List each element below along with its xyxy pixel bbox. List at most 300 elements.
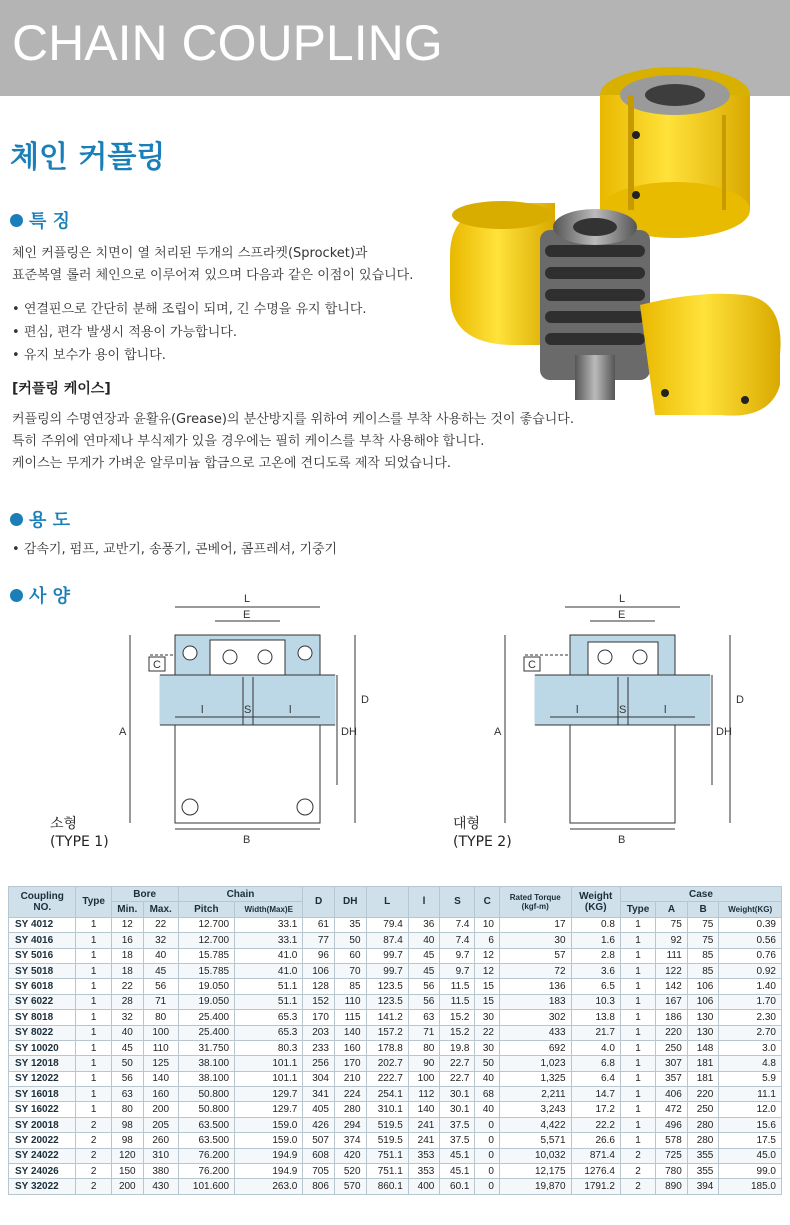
- dim-l2-label: l: [289, 704, 292, 716]
- table-cell: 106: [687, 979, 719, 994]
- dim-s-label: S: [619, 704, 627, 716]
- table-cell: 406: [656, 1087, 688, 1102]
- model-cell: SY 12022: [9, 1071, 76, 1086]
- table-cell: 100: [408, 1071, 440, 1086]
- table-cell: 70: [334, 963, 366, 978]
- table-cell: 36: [408, 917, 440, 932]
- table-cell: 224: [334, 1087, 366, 1102]
- table-cell: 77: [303, 933, 335, 948]
- table-cell: 99.7: [366, 963, 408, 978]
- table-cell: 426: [303, 1117, 335, 1132]
- col-header: A: [656, 902, 688, 917]
- table-cell: 519.5: [366, 1117, 408, 1132]
- table-cell: 751.1: [366, 1164, 408, 1179]
- model-cell: SY 6022: [9, 994, 76, 1009]
- bullet-dot-icon: [10, 513, 23, 526]
- table-cell: 353: [408, 1148, 440, 1163]
- table-cell: 186: [656, 1010, 688, 1025]
- table-cell: 125: [143, 1056, 178, 1071]
- table-cell: 40: [143, 948, 178, 963]
- table-cell: 250: [687, 1102, 719, 1117]
- table-cell: 15.2: [440, 1025, 475, 1040]
- model-cell: SY 16018: [9, 1087, 76, 1102]
- table-cell: 56: [408, 979, 440, 994]
- dim-dh-label: DH: [341, 726, 357, 738]
- table-cell: 60: [334, 948, 366, 963]
- model-cell: SY 5018: [9, 963, 76, 978]
- dim-c-label: C: [528, 659, 536, 671]
- table-cell: 0.8: [571, 917, 620, 932]
- table-cell: 2: [76, 1133, 111, 1148]
- table-cell: 63: [111, 1087, 143, 1102]
- table-cell: 157.2: [366, 1025, 408, 1040]
- table-cell: 140: [334, 1025, 366, 1040]
- table-cell: 75: [687, 917, 719, 932]
- table-cell: 45.1: [440, 1148, 475, 1163]
- col-header: B: [687, 902, 719, 917]
- dim-l-label: L: [244, 593, 251, 605]
- dim-dh-label: DH: [716, 726, 732, 738]
- table-cell: 890: [656, 1179, 688, 1194]
- table-cell: 1: [76, 1087, 111, 1102]
- case-line: 특히 주위에 연마제나 부식제가 있을 경우에는 필히 케이스를 부착 사용해야 합니다.: [12, 434, 485, 449]
- table-cell: 61: [303, 917, 335, 932]
- table-cell: 15: [475, 994, 499, 1009]
- table-cell: 30.1: [440, 1102, 475, 1117]
- table-row: [9, 1071, 782, 1086]
- table-cell: 37.5: [440, 1133, 475, 1148]
- table-cell: 2: [620, 1164, 655, 1179]
- table-cell: 15.2: [440, 1010, 475, 1025]
- dim-s-label: S: [244, 704, 252, 716]
- table-cell: 2.8: [571, 948, 620, 963]
- table-cell: 56: [143, 979, 178, 994]
- table-cell: 3,243: [499, 1102, 571, 1117]
- table-cell: 1: [76, 1071, 111, 1086]
- table-cell: 75: [656, 917, 688, 932]
- spec-table-body: [9, 917, 782, 1194]
- table-cell: 12.700: [178, 933, 234, 948]
- banner-title: CHAIN COUPLING: [12, 15, 443, 71]
- model-cell: SY 16022: [9, 1102, 76, 1117]
- bullet-dot-icon: [10, 214, 23, 227]
- model-cell: SY 24026: [9, 1164, 76, 1179]
- table-cell: 751.1: [366, 1148, 408, 1163]
- case-line: 커플링의 수명연장과 윤활유(Grease)의 분산방지를 위하여 케이스를 부착 사용하는 것이 좋습니다.: [12, 412, 574, 427]
- table-cell: 1: [76, 1040, 111, 1055]
- table-cell: 233: [303, 1040, 335, 1055]
- page-title: 체인 커플링: [10, 140, 166, 175]
- table-cell: 140: [408, 1102, 440, 1117]
- table-cell: 30: [475, 1040, 499, 1055]
- usage-list: [12, 538, 337, 561]
- dim-l1-label: l: [576, 704, 579, 716]
- list-item: • 유지 보수가 용이 합니다.: [12, 344, 367, 367]
- table-cell: 0: [475, 1133, 499, 1148]
- table-cell: 65.3: [235, 1025, 303, 1040]
- table-cell: 22: [475, 1025, 499, 1040]
- dim-a-label: A: [494, 726, 502, 738]
- table-cell: 280: [687, 1117, 719, 1132]
- table-cell: 10: [475, 917, 499, 932]
- table-row: [9, 1179, 782, 1194]
- table-cell: 1.6: [571, 933, 620, 948]
- table-cell: 72: [499, 963, 571, 978]
- model-cell: SY 8022: [9, 1025, 76, 1040]
- table-cell: 355: [687, 1164, 719, 1179]
- table-cell: 420: [334, 1148, 366, 1163]
- table-cell: 112: [408, 1087, 440, 1102]
- table-cell: 111: [656, 948, 688, 963]
- usage-heading: 용 도: [10, 506, 70, 532]
- table-cell: 19.8: [440, 1040, 475, 1055]
- table-cell: 79.4: [366, 917, 408, 932]
- table-cell: 1: [620, 933, 655, 948]
- table-cell: 68: [475, 1087, 499, 1102]
- table-cell: 50: [334, 933, 366, 948]
- table-cell: 51.1: [235, 979, 303, 994]
- table-cell: 1: [620, 1133, 655, 1148]
- table-cell: 22: [143, 917, 178, 932]
- table-cell: 6.5: [571, 979, 620, 994]
- table-cell: 87.4: [366, 933, 408, 948]
- model-cell: SY 8018: [9, 1010, 76, 1025]
- table-cell: 32: [111, 1010, 143, 1025]
- table-cell: 19.050: [178, 994, 234, 1009]
- spec-heading: 사 양: [10, 582, 70, 608]
- table-cell: 202.7: [366, 1056, 408, 1071]
- table-cell: 1.40: [719, 979, 782, 994]
- table-cell: 181: [687, 1071, 719, 1086]
- table-row: [9, 994, 782, 1009]
- table-cell: 1,325: [499, 1071, 571, 1086]
- table-cell: 110: [334, 994, 366, 1009]
- col-header: Rated Torque (kgf-m): [499, 887, 571, 918]
- table-cell: 75: [687, 933, 719, 948]
- table-row: [9, 1117, 782, 1132]
- table-cell: 2,211: [499, 1087, 571, 1102]
- table-cell: 806: [303, 1179, 335, 1194]
- table-cell: 310.1: [366, 1102, 408, 1117]
- table-cell: 159.0: [235, 1133, 303, 1148]
- table-cell: 692: [499, 1040, 571, 1055]
- table-cell: 15.6: [719, 1117, 782, 1132]
- table-cell: 80.3: [235, 1040, 303, 1055]
- table-cell: 45: [408, 948, 440, 963]
- intro-line: 체인 커플링은 치면이 열 처리된 두개의 스프라켓(Sprocket)과: [12, 246, 368, 261]
- table-cell: 19.050: [178, 979, 234, 994]
- intro-line: 표준복열 롤러 체인으로 이루어져 있으며 다음과 같은 이점이 있습니다.: [12, 268, 414, 283]
- table-cell: 405: [303, 1102, 335, 1117]
- table-cell: 25.400: [178, 1010, 234, 1025]
- table-cell: 5,571: [499, 1133, 571, 1148]
- table-cell: 394: [687, 1179, 719, 1194]
- table-row: [9, 1133, 782, 1148]
- table-cell: 15.785: [178, 948, 234, 963]
- table-cell: 0: [475, 1117, 499, 1132]
- table-cell: 11.5: [440, 994, 475, 1009]
- table-cell: 3.6: [571, 963, 620, 978]
- table-cell: 19,870: [499, 1179, 571, 1194]
- table-cell: 17: [499, 917, 571, 932]
- table-cell: 63: [408, 1010, 440, 1025]
- table-cell: 167: [656, 994, 688, 1009]
- table-cell: 45: [143, 963, 178, 978]
- table-cell: 129.7: [235, 1102, 303, 1117]
- dim-d-label: D: [736, 694, 744, 706]
- table-cell: 1: [76, 933, 111, 948]
- table-cell: 472: [656, 1102, 688, 1117]
- table-cell: 65.3: [235, 1010, 303, 1025]
- table-cell: 80: [143, 1010, 178, 1025]
- table-cell: 22: [111, 979, 143, 994]
- table-cell: 725: [656, 1148, 688, 1163]
- table-cell: 25.400: [178, 1025, 234, 1040]
- table-cell: 194.9: [235, 1148, 303, 1163]
- case-line: 케이스는 무게가 가벼운 알루미늄 합금으로 고온에 견디도록 제작 되었습니다.: [12, 456, 452, 471]
- table-cell: 12: [475, 963, 499, 978]
- table-cell: 250: [656, 1040, 688, 1055]
- table-cell: 6.8: [571, 1056, 620, 1071]
- table-cell: 80: [111, 1102, 143, 1117]
- table-row: [9, 1164, 782, 1179]
- table-cell: 341: [303, 1087, 335, 1102]
- table-cell: 122: [656, 963, 688, 978]
- table-cell: 1276.4: [571, 1164, 620, 1179]
- col-header: Bore: [111, 887, 178, 902]
- model-cell: SY 5016: [9, 948, 76, 963]
- table-cell: 0.56: [719, 933, 782, 948]
- table-cell: 100: [143, 1025, 178, 1040]
- table-cell: 280: [687, 1133, 719, 1148]
- table-cell: 45: [111, 1040, 143, 1055]
- table-cell: 98: [111, 1133, 143, 1148]
- table-cell: 90: [408, 1056, 440, 1071]
- table-cell: 241: [408, 1117, 440, 1132]
- table-cell: 12.700: [178, 917, 234, 932]
- table-cell: 22.2: [571, 1117, 620, 1132]
- table-cell: 106: [687, 994, 719, 1009]
- table-cell: 7.4: [440, 917, 475, 932]
- table-cell: 780: [656, 1164, 688, 1179]
- table-cell: 101.1: [235, 1056, 303, 1071]
- table-cell: 302: [499, 1010, 571, 1025]
- table-cell: 430: [143, 1179, 178, 1194]
- table-row: [9, 948, 782, 963]
- table-cell: 578: [656, 1133, 688, 1148]
- table-cell: 1: [620, 948, 655, 963]
- table-cell: 2: [76, 1117, 111, 1132]
- table-cell: 71: [143, 994, 178, 1009]
- table-cell: 56: [111, 1071, 143, 1086]
- table-row: [9, 933, 782, 948]
- table-cell: 0.39: [719, 917, 782, 932]
- table-cell: 26.6: [571, 1133, 620, 1148]
- table-cell: 1.70: [719, 994, 782, 1009]
- table-cell: 80: [408, 1040, 440, 1055]
- table-cell: 260: [143, 1133, 178, 1148]
- table-row: [9, 1025, 782, 1040]
- table-cell: 1: [620, 1087, 655, 1102]
- table-cell: 185.0: [719, 1179, 782, 1194]
- col-header: Min.: [111, 902, 143, 917]
- table-cell: 50.800: [178, 1087, 234, 1102]
- table-cell: 1: [76, 1056, 111, 1071]
- model-cell: SY 24022: [9, 1148, 76, 1163]
- table-cell: 45.1: [440, 1164, 475, 1179]
- table-cell: 374: [334, 1133, 366, 1148]
- table-cell: 608: [303, 1148, 335, 1163]
- table-cell: 220: [687, 1087, 719, 1102]
- table-cell: 178.8: [366, 1040, 408, 1055]
- table-cell: 99.7: [366, 948, 408, 963]
- table-cell: 1: [620, 1010, 655, 1025]
- dim-c-label: C: [153, 659, 161, 671]
- table-cell: 33.1: [235, 917, 303, 932]
- table-cell: 1,023: [499, 1056, 571, 1071]
- table-cell: 2: [76, 1148, 111, 1163]
- table-cell: 76.200: [178, 1148, 234, 1163]
- table-cell: 85: [687, 963, 719, 978]
- model-cell: SY 32022: [9, 1179, 76, 1194]
- table-cell: 1: [620, 917, 655, 932]
- table-cell: 2: [76, 1179, 111, 1194]
- table-cell: 18: [111, 963, 143, 978]
- table-cell: 380: [143, 1164, 178, 1179]
- table-cell: 1: [76, 994, 111, 1009]
- table-cell: 2.70: [719, 1025, 782, 1040]
- table-cell: 1: [620, 1025, 655, 1040]
- model-cell: SY 4016: [9, 933, 76, 948]
- table-cell: 140: [143, 1071, 178, 1086]
- table-cell: 6: [475, 933, 499, 948]
- table-cell: 22.7: [440, 1056, 475, 1071]
- table-cell: 15.785: [178, 963, 234, 978]
- table-cell: 1: [76, 1102, 111, 1117]
- table-cell: 17.5: [719, 1133, 782, 1148]
- table-row: [9, 963, 782, 978]
- table-cell: 16: [111, 933, 143, 948]
- list-item: • 편심, 편각 발생시 적용이 가능합니다.: [12, 321, 367, 344]
- table-cell: 45.0: [719, 1148, 782, 1163]
- table-cell: 32: [143, 933, 178, 948]
- table-cell: 136: [499, 979, 571, 994]
- table-cell: 0: [475, 1179, 499, 1194]
- diagram-type1: [105, 585, 385, 850]
- table-cell: 50: [475, 1056, 499, 1071]
- table-cell: 92: [656, 933, 688, 948]
- table-cell: 152: [303, 994, 335, 1009]
- table-cell: 181: [687, 1056, 719, 1071]
- table-cell: 222.7: [366, 1071, 408, 1086]
- table-cell: 496: [656, 1117, 688, 1132]
- table-cell: 210: [334, 1071, 366, 1086]
- table-cell: 14.7: [571, 1087, 620, 1102]
- table-cell: 148: [687, 1040, 719, 1055]
- table-cell: 21.7: [571, 1025, 620, 1040]
- table-cell: 570: [334, 1179, 366, 1194]
- table-cell: 33.1: [235, 933, 303, 948]
- table-cell: 1: [76, 963, 111, 978]
- table-cell: 101.1: [235, 1071, 303, 1086]
- table-cell: 400: [408, 1179, 440, 1194]
- table-cell: 860.1: [366, 1179, 408, 1194]
- table-cell: 307: [656, 1056, 688, 1071]
- table-cell: 241: [408, 1133, 440, 1148]
- table-cell: 6.4: [571, 1071, 620, 1086]
- table-cell: 1: [620, 963, 655, 978]
- table-cell: 1: [76, 917, 111, 932]
- table-cell: 41.0: [235, 963, 303, 978]
- table-cell: 96: [303, 948, 335, 963]
- table-cell: 1: [620, 1056, 655, 1071]
- table-cell: 40: [408, 933, 440, 948]
- col-header: Width(Max)E: [235, 902, 303, 917]
- dim-b-label: B: [243, 834, 251, 846]
- table-cell: 123.5: [366, 994, 408, 1009]
- table-cell: 2: [76, 1164, 111, 1179]
- table-cell: 17.2: [571, 1102, 620, 1117]
- table-cell: 353: [408, 1164, 440, 1179]
- table-cell: 51.1: [235, 994, 303, 1009]
- table-cell: 294: [334, 1117, 366, 1132]
- model-cell: SY 20022: [9, 1133, 76, 1148]
- table-cell: 507: [303, 1133, 335, 1148]
- col-header: C: [475, 887, 499, 918]
- col-header: Weight(KG): [719, 902, 782, 917]
- model-cell: SY 12018: [9, 1056, 76, 1071]
- table-cell: 142: [656, 979, 688, 994]
- col-header: L: [366, 887, 408, 918]
- model-cell: SY 6018: [9, 979, 76, 994]
- table-cell: 123.5: [366, 979, 408, 994]
- table-cell: 3.0: [719, 1040, 782, 1055]
- model-cell: SY 4012: [9, 917, 76, 932]
- table-cell: 1: [76, 1010, 111, 1025]
- table-cell: 0.76: [719, 948, 782, 963]
- table-cell: 205: [143, 1117, 178, 1132]
- table-cell: 1: [76, 1025, 111, 1040]
- table-cell: 85: [687, 948, 719, 963]
- table-cell: 30: [475, 1010, 499, 1025]
- table-cell: 1: [620, 1071, 655, 1086]
- dim-l2-label: l: [664, 704, 667, 716]
- table-cell: 13.8: [571, 1010, 620, 1025]
- dim-e-label: E: [243, 609, 251, 621]
- table-cell: 254.1: [366, 1087, 408, 1102]
- col-header: Pitch: [178, 902, 234, 917]
- col-header: Coupling NO.: [9, 887, 76, 918]
- type2-label: 대형 (TYPE 2): [453, 816, 512, 850]
- table-cell: 71: [408, 1025, 440, 1040]
- table-cell: 22.7: [440, 1071, 475, 1086]
- table-cell: 41.0: [235, 948, 303, 963]
- table-cell: 0: [475, 1148, 499, 1163]
- table-cell: 357: [656, 1071, 688, 1086]
- table-cell: 40: [475, 1071, 499, 1086]
- col-header: Max.: [143, 902, 178, 917]
- table-cell: 120: [111, 1148, 143, 1163]
- dim-a-label: A: [119, 726, 127, 738]
- table-cell: 110: [143, 1040, 178, 1055]
- table-cell: 203: [303, 1025, 335, 1040]
- table-cell: 11.1: [719, 1087, 782, 1102]
- features-list: [12, 298, 367, 367]
- dim-l-label: L: [619, 593, 626, 605]
- bullet-dot-icon: [10, 589, 23, 602]
- table-cell: 2: [620, 1179, 655, 1194]
- table-cell: 50: [111, 1056, 143, 1071]
